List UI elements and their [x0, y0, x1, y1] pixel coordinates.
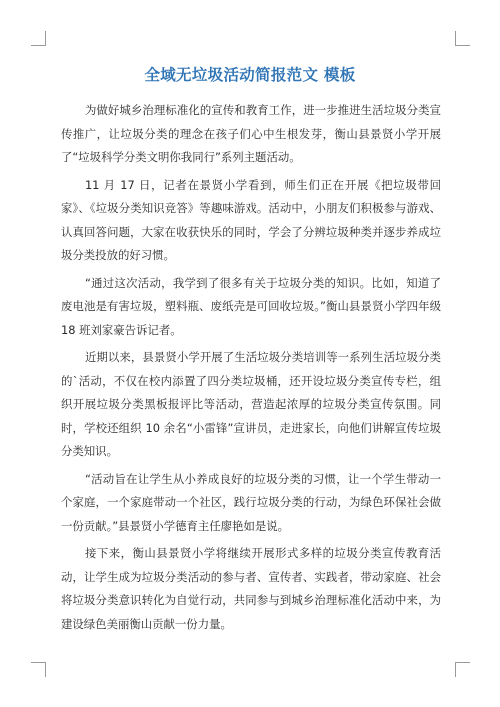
paragraph-1: 为做好城乡治理标准化的宣传和教育工作，进一步推进生活垃圾分类宣传推广，让垃圾分类的理念在孩子们心中生根发芽，衡山县景贤小学开展了“垃圾科学分类文明你我同行”系列主题活动。 [61, 103, 441, 164]
crop-mark-top-right [455, 31, 470, 46]
paragraph-4: 近期以来，县景贤小学开展了生活垃圾分类培训等一系列生活垃圾分类的`活动，不仅在校内添置了四分类垃圾桶，还开设垃圾分类宣传专栏，组织开展垃圾分类黑板报评比等活动，营造起浓厚的垃圾分类宣传氛围。同时，学校还组织 10 余名“小雷锋”宣讲员，走进家长，向他们讲解宣传垃圾分类知识。 [61, 350, 441, 458]
paragraph-5: “活动旨在让学生从小养成良好的垃圾分类的习惯，让一个学生带动一个家庭，一个家庭带动一个社区，践行垃圾分类的行动，为绿色环保社会做一份贡献。”县景贤小学德育主任廖艳如是说。 [61, 471, 441, 533]
paragraph-6: 接下来，衡山县景贤小学将继续开展形式多样的垃圾分类宣传教育活动，让学生成为垃圾分类活动的参与者、宣传者、实践者，带动家庭、社会将垃圾分类意识转化为自觉行动，共同参与到城乡治理标准化活动中来，为建设绿色美丽衡山贡献一份力量。 [61, 546, 441, 631]
document-body [61, 99, 441, 640]
document-title: 全域无垃圾活动简报范文 模板 [144, 66, 356, 84]
crop-mark-bottom-right [455, 662, 470, 677]
paragraph-2: 11 月 17 日，记者在景贤小学看到，师生们正在开展《把垃圾带回家》、《垃圾分类知识竞答》等趣味游戏。活动中，小朋友们积极参与游戏、认真回答问题，大家在收获快乐的同时，学会了分辨垃圾种类并逐步养成垃圾分类投放的好习惯。 [61, 177, 441, 262]
crop-mark-top-left [31, 31, 46, 46]
crop-mark-bottom-left [31, 662, 46, 677]
paragraph-3: “通过这次活动，我学到了很多有关于垃圾分类的知识。比如，知道了废电池是有害垃圾，塑料瓶、废纸壳是可回收垃圾。”衡山县景贤小学四年级 18 班刘家豪告诉记者。 [61, 275, 441, 337]
